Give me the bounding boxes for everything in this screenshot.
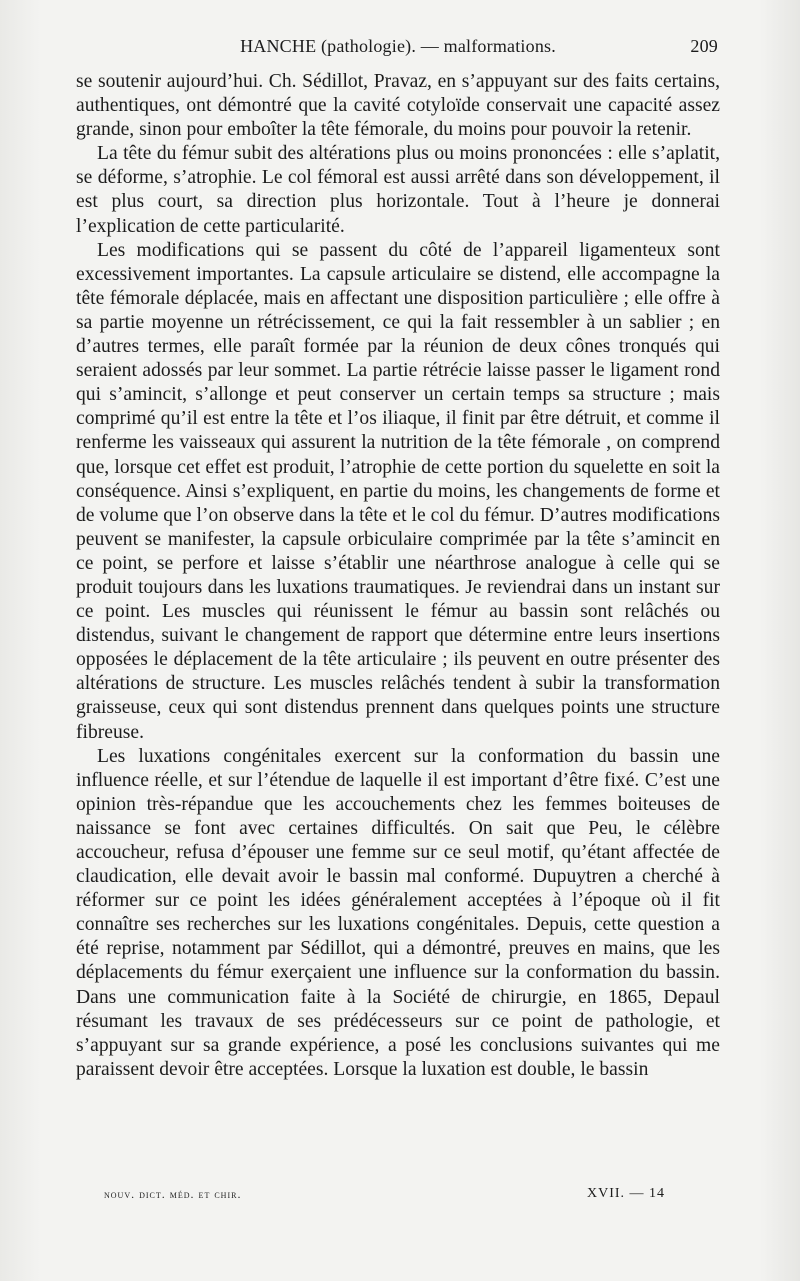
running-title: HANCHE (pathologie). — malformations. bbox=[240, 36, 556, 56]
page-number: 209 bbox=[690, 36, 718, 56]
paragraph: Les modifications qui se passent du côté de l’appareil ligamenteux sont excessivement importantes. La capsule articulaire se distend, elle accompagne la tête fémorale déplacée, mais en affectant une disposition particulière ; elle offre à sa partie moyenne un rétrécissement, ce qui la fait ressembler à un sablier ; en d’autres termes, elle paraît formée par la réunion de deux cônes tronqués qui seraient adossés par leur sommet. La partie rétrécie laisse passer le ligament rond qui s’amincit, s’allonge et peut conserver un certain temps sa structure ; mais comprimé qu’il est entre la tête et l’os iliaque, il finit par être détruit, et comme il renferme les vaisseaux qui assurent la nutrition de la tête fémorale , on comprend que, lorsque cet effet est produit, l’atrophie de cette portion du squelette en soit la conséquence. Ainsi s’expliquent, en partie du moins, les changements de forme et de volume que l’on observe dans la tête et le col du fémur. D’autres modifications peuvent se manifester, la capsule orbiculaire comprimée par la tête s’amincit en ce point, se perfore et laisse s’établir une néarthrose analogue à celle qui se produit toujours dans les luxations traumatiques. Je reviendrai dans un instant sur ce point. Les muscles qui réunissent le fémur au bassin sont relâchés ou distendus, suivant le changement de rapport que détermine entre leurs insertions opposées le déplacement de la tête articulaire ; ils peuvent en outre présenter des altérations de structure. Les muscles relâchés tendent à subir la transformation graisseuse, ceux qui sont distendus prennent dans quelques points une structure fibreuse. bbox=[76, 239, 720, 743]
signature-mark: XVII. — 14 bbox=[587, 1186, 666, 1201]
paragraph: La tête du fémur subit des altérations plus ou moins prononcées : elle s’aplatit, se déforme, s’atrophie. Le col fémoral est aussi arrêté dans son développement, il est plus court, sa direction plus horizontale. Tout à l’heure je donnerai l’explication de cette particularité. bbox=[76, 143, 720, 237]
paragraph: Les luxations congénitales exercent sur la conformation du bassin une influence réelle, et sur l’étendue de laquelle il est important d’être fixé. C’est une opinion très-répandue que les accouchements chez les femmes boiteuses de naissance se font avec certaines difficultés. On sait que Peu, le célèbre accoucheur, refusa d’épouser une femme sur ce seul motif, qu’étant affectée de claudication, elle devait avoir le bassin mal conformé. Dupuytren a cherché à réformer sur ce point les idées généralement acceptées à l’époque où il fit connaître ses recherches sur les luxations congénitales. Depuis, cette question a été reprise, notamment par Sédillot, qui a démontré, preuves en mains, que les déplacements du fémur exerçaient une influence sur la conformation du bassin. Dans une communication faite à la Société de chirurgie, en 1865, Depaul résumant les travaux de ses prédécesseurs sur ce point de pathologie, et s’appuyant sur sa grande expérience, a posé les conclusions suivantes qui me paraissent devoir être acceptées. Lorsque la luxation est double, le bassin bbox=[76, 745, 720, 1080]
page-footer bbox=[104, 1186, 724, 1206]
paragraph: se soutenir aujourd’hui. Ch. Sédillot, Pravaz, en s’appuyant sur des faits certains, authentiques, ont démontré que la cavité cotyloïde conservait une capacité assez grande, sinon pour emboîter la tête fémorale, du moins pour pouvoir la retenir. bbox=[76, 71, 720, 141]
imprint-line: nouv. dict. méd. et chir. bbox=[104, 1187, 242, 1201]
page-header bbox=[76, 36, 720, 62]
body-text bbox=[76, 70, 720, 1082]
